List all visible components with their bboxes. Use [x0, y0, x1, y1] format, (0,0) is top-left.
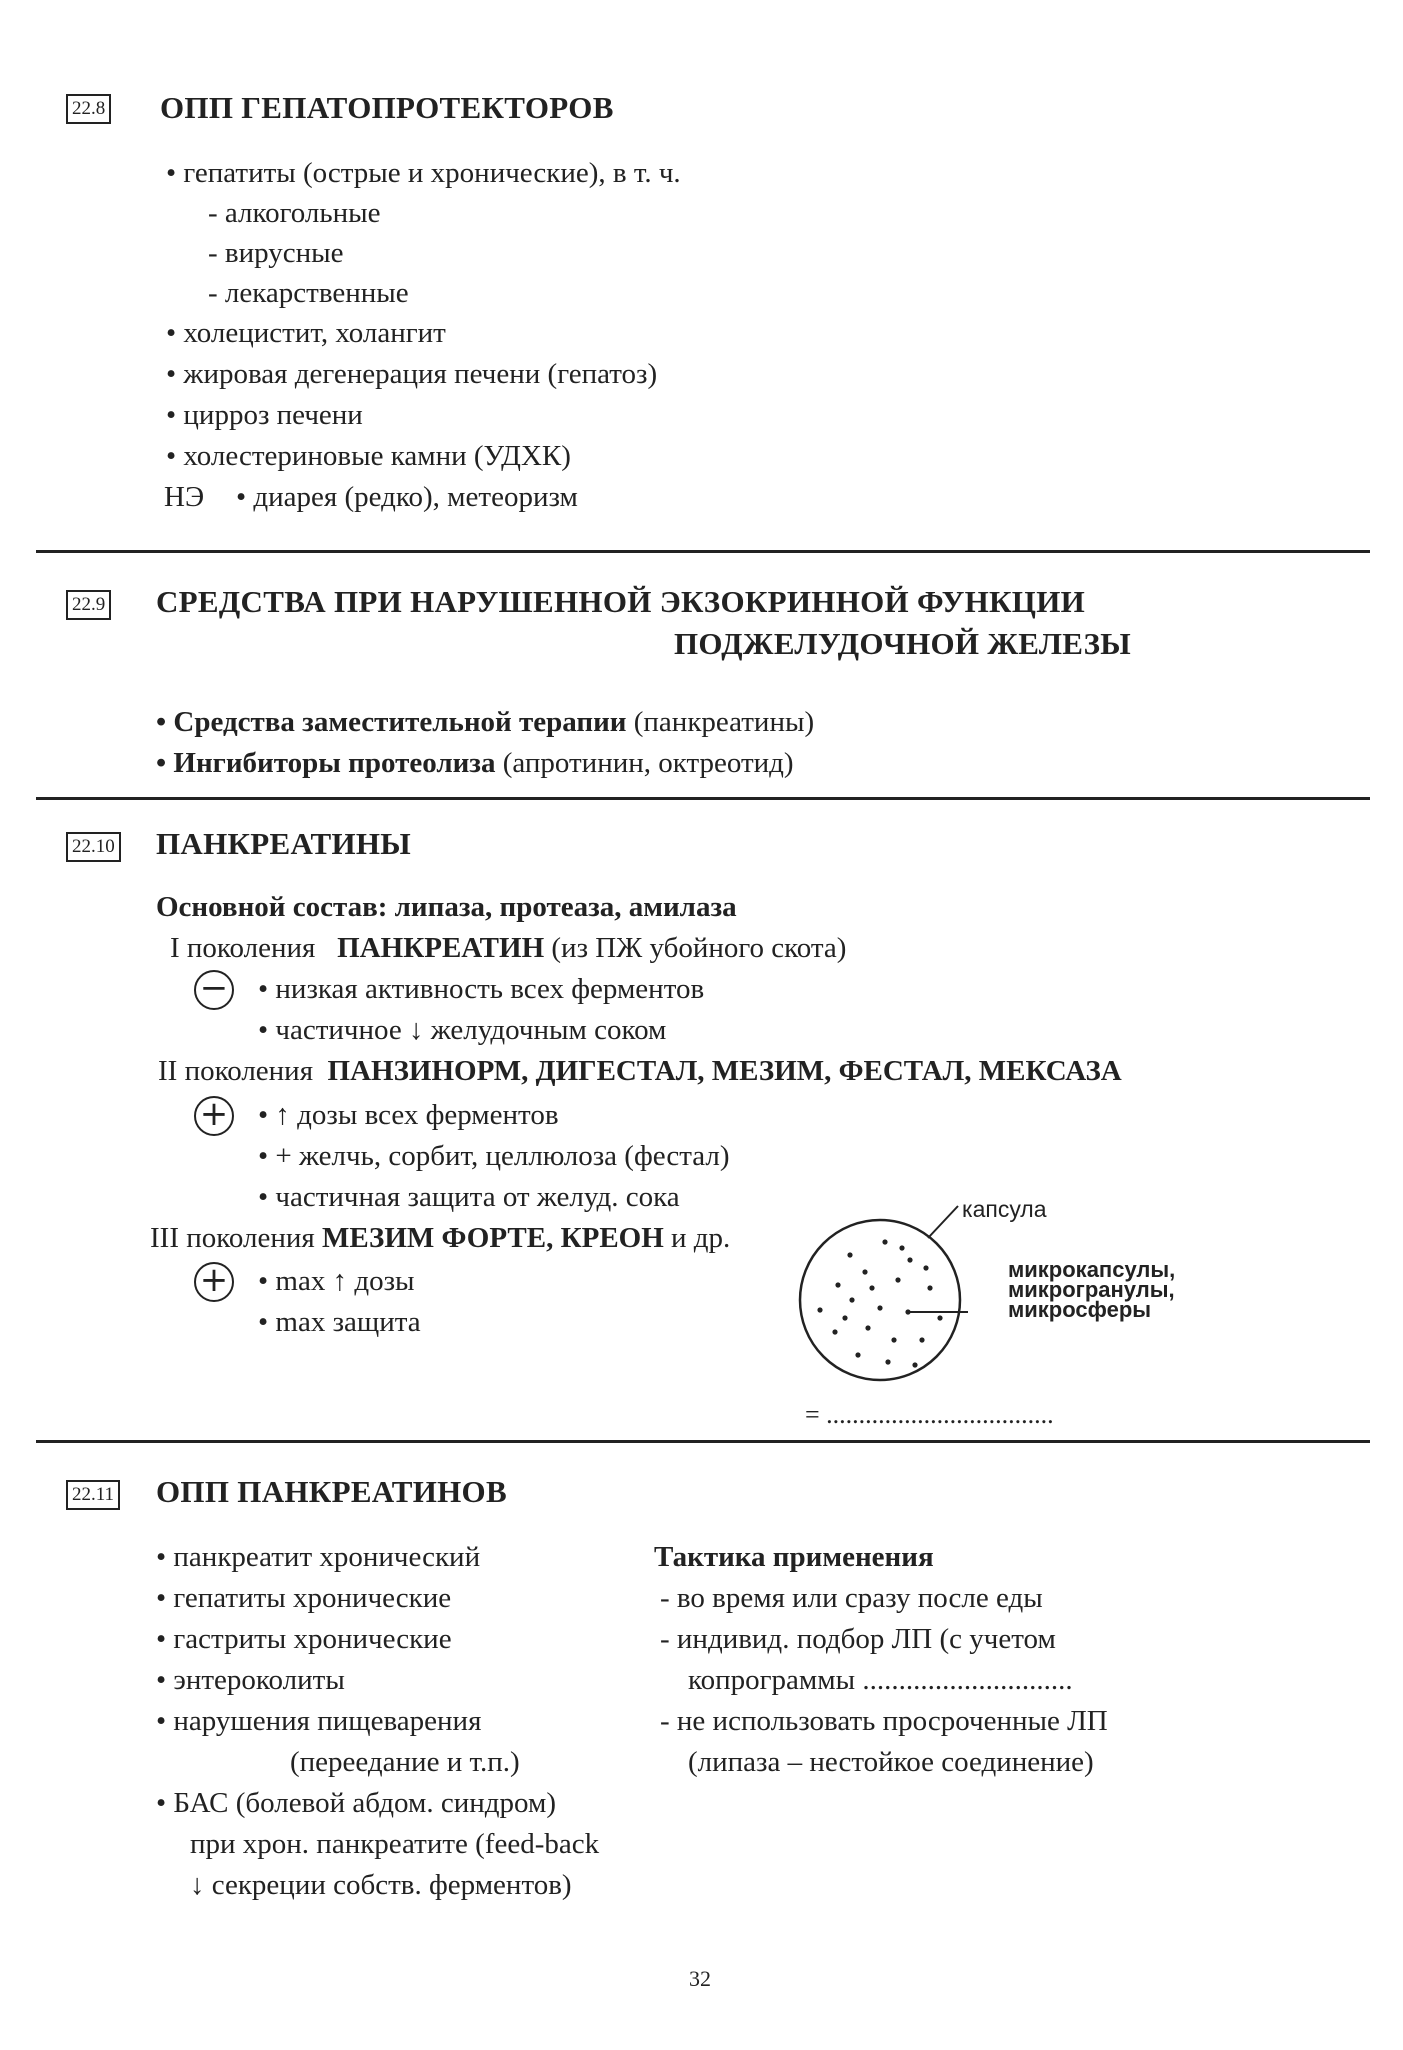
tactics-item: (липаза – нестойкое соединение)	[688, 1746, 1094, 1778]
list-item: • частичная защита от желуд. сока	[258, 1181, 680, 1213]
list-item: • нарушения пищеварения	[156, 1705, 482, 1737]
plus-circle-icon: +	[194, 1096, 234, 1136]
capsule-label: капсула	[962, 1196, 1047, 1222]
tactics-title: Тактика применения	[654, 1541, 934, 1573]
list-item: • гастриты хронические	[156, 1623, 452, 1655]
section-number-22-8: 22.8	[66, 94, 111, 124]
tactics-item: - индивид. подбор ЛП (с учетом	[660, 1623, 1056, 1655]
section-number-22-9: 22.9	[66, 590, 111, 620]
section-title-22-11: ОПП ПАНКРЕАТИНОВ	[156, 1474, 507, 1509]
tactics-item: - не использовать просроченные ЛП	[660, 1705, 1108, 1737]
list-item: • частичное ↓ желудочным соком	[258, 1014, 667, 1046]
list-item: - алкогольные	[208, 197, 381, 229]
list-item: • низкая активность всех ферментов	[258, 973, 705, 1005]
section-title-22-9-line2: ПОДЖЕЛУДОЧНОЙ ЖЕЛЕЗЫ	[674, 626, 1132, 661]
tactics-item: копрограммы .............................	[688, 1664, 1073, 1696]
section-title-22-9-line1: СРЕДСТВА ПРИ НАРУШЕННОЙ ЭКЗОКРИННОЙ ФУНКЦИИ	[156, 584, 1086, 619]
page-number: 32	[689, 1966, 711, 1991]
list-item: • БАС (болевой абдом. синдром)	[156, 1787, 556, 1819]
generation-3: III поколения МЕЗИМ ФОРТЕ, КРЕОН и др.	[150, 1222, 731, 1254]
list-item: • цирроз печени	[166, 399, 363, 431]
list-item: • гепатиты (острые и хронические), в т. ч.	[166, 157, 681, 189]
side-effects-label: НЭ	[164, 481, 205, 513]
fill-in-blank: = ...................................	[805, 1400, 1054, 1429]
list-item: - лекарственные	[208, 277, 409, 309]
plus-circle-icon: +	[194, 1262, 234, 1302]
divider	[36, 1440, 1370, 1443]
list-item: ↓ секреции собств. ферментов)	[190, 1869, 572, 1901]
list-item: • панкреатит хронический	[156, 1541, 481, 1573]
section-number-22-10: 22.10	[66, 832, 121, 862]
section-number-22-11: 22.11	[66, 1480, 120, 1510]
list-item: • гепатиты хронические	[156, 1582, 452, 1614]
composition: Основной состав: липаза, протеаза, амилаза	[156, 891, 737, 923]
microspheres-label: микрокапсулы, микрогранулы, микросферы	[1008, 1257, 1176, 1322]
list-item: при хрон. панкреатите (feed-back	[190, 1828, 600, 1860]
section-title-22-10: ПАНКРЕАТИНЫ	[156, 826, 412, 861]
list-item: • + желчь, сорбит, целлюлоза (фестал)	[258, 1140, 730, 1172]
generation-1: I поколения ПАНКРЕАТИН (из ПЖ убойного скота)	[170, 932, 847, 964]
list-item: • max защита	[258, 1306, 421, 1338]
microspheres-dots	[817, 1239, 942, 1367]
side-effects-text: • диарея (редко), метеоризм	[236, 481, 578, 513]
section-title-22-8: ОПП ГЕПАТОПРОТЕКТОРОВ	[160, 90, 614, 125]
generation-2: II поколения ПАНЗИНОРМ, ДИГЕСТАЛ, МЕЗИМ, ФЕСТАЛ, МЕКСАЗА	[158, 1055, 1122, 1087]
list-item: • холестериновые камни (УДХК)	[166, 440, 571, 472]
list-item: • Средства заместительной терапии (панкреатины)	[156, 706, 815, 738]
list-item: • ↑ дозы всех ферментов	[258, 1099, 559, 1131]
capsule-circle	[800, 1220, 960, 1380]
list-item: • max ↑ дозы	[258, 1265, 415, 1297]
list-item: - вирусные	[208, 237, 344, 269]
capsule-pointer	[928, 1206, 958, 1238]
minus-circle-icon: −	[194, 970, 234, 1010]
list-item: • холецистит, холангит	[166, 317, 446, 349]
list-item: • энтероколиты	[156, 1664, 345, 1696]
divider	[36, 797, 1370, 800]
divider	[36, 550, 1370, 553]
list-item: (переедание и т.п.)	[290, 1746, 520, 1778]
tactics-item: - во время или сразу после еды	[660, 1582, 1043, 1614]
list-item: • Ингибиторы протеолиза (апротинин, октреотид)	[156, 747, 794, 779]
list-item: • жировая дегенерация печени (гепатоз)	[166, 358, 658, 390]
